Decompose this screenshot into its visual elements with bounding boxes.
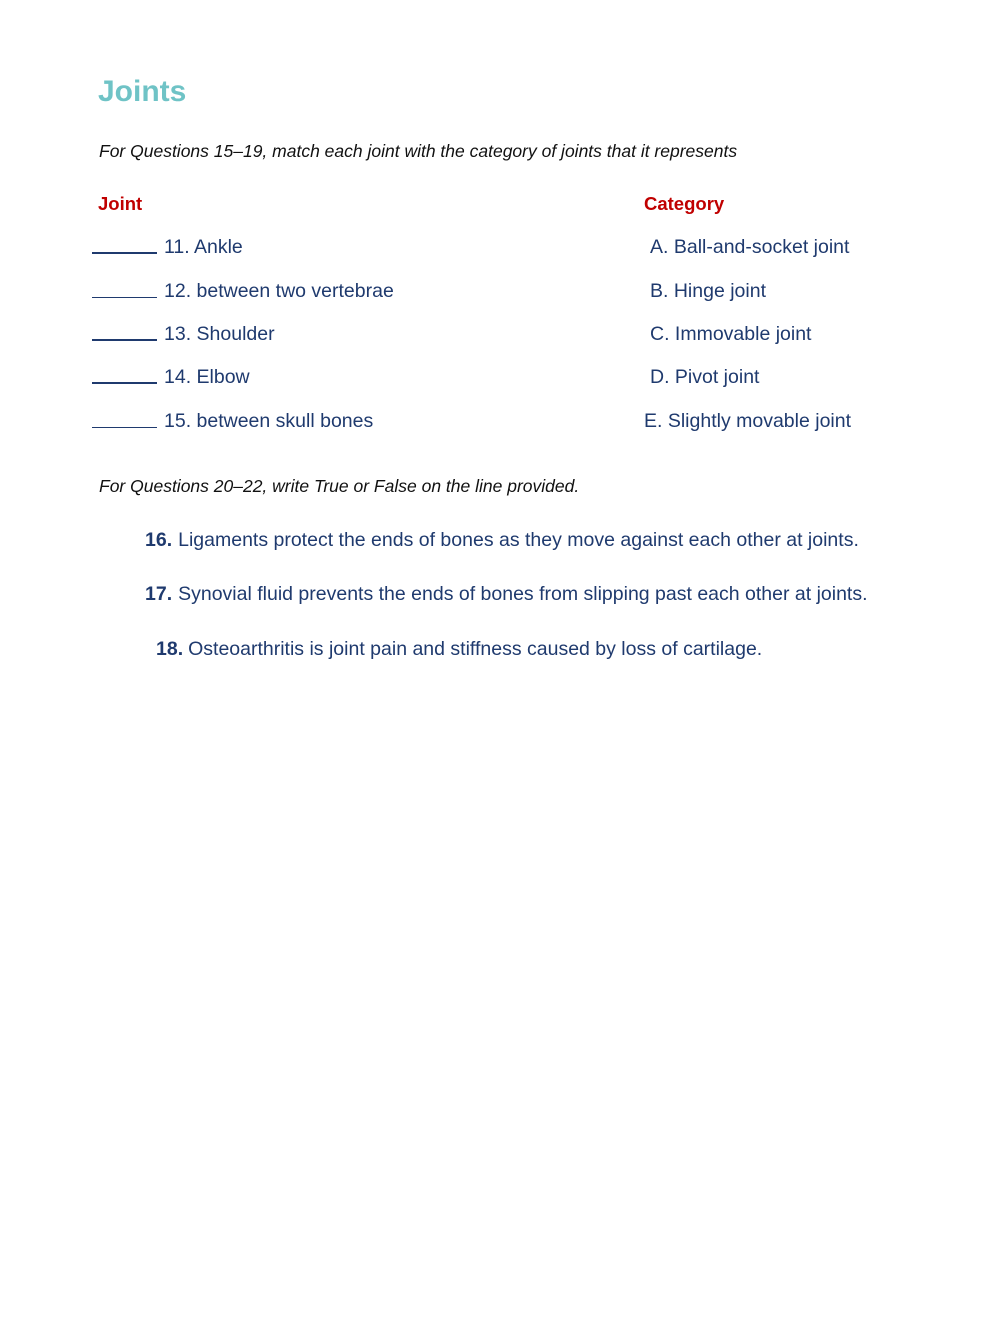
answer-blank[interactable] bbox=[92, 364, 157, 384]
category-item: B. Hinge joint bbox=[650, 280, 766, 302]
category-item: D. Pivot joint bbox=[650, 366, 760, 388]
answer-blank[interactable] bbox=[92, 234, 157, 254]
matching-instruction: For Questions 15–19, match each joint with the category of joints that it represents bbox=[99, 141, 738, 161]
joint-label: 14. Elbow bbox=[164, 366, 250, 388]
item-number: 17. bbox=[145, 583, 173, 605]
item-number: 16. bbox=[145, 529, 173, 551]
category-item: A. Ball-and-socket joint bbox=[650, 236, 850, 258]
page-title: Joints bbox=[98, 75, 187, 108]
joint-column-header: Joint bbox=[98, 193, 143, 214]
item-number: 18. bbox=[156, 638, 184, 660]
joint-row bbox=[92, 278, 394, 304]
category-column-header: Category bbox=[644, 193, 725, 214]
true-false-item bbox=[156, 635, 762, 663]
joint-row bbox=[92, 364, 250, 390]
category-item: E. Slightly movable joint bbox=[644, 410, 852, 432]
joint-label: 11. Ankle bbox=[164, 236, 243, 258]
joint-label: 15. between skull bones bbox=[164, 410, 374, 432]
item-text: Synovial fluid prevents the ends of bones from slipping past each other at joints. bbox=[178, 583, 868, 605]
joint-row bbox=[92, 234, 243, 260]
item-text: Ligaments protect the ends of bones as they move against each other at joints. bbox=[178, 529, 859, 551]
answer-blank[interactable] bbox=[92, 408, 157, 428]
answer-blank[interactable] bbox=[92, 278, 157, 298]
joint-label: 13. Shoulder bbox=[164, 323, 275, 345]
true-false-item bbox=[145, 526, 859, 554]
true-false-instruction: For Questions 20–22, write True or False on the line provided. bbox=[99, 476, 580, 496]
category-item: C. Immovable joint bbox=[650, 323, 812, 345]
answer-blank[interactable] bbox=[92, 321, 157, 341]
joint-row bbox=[92, 321, 275, 347]
item-text: Osteoarthritis is joint pain and stiffness caused by loss of cartilage. bbox=[188, 638, 763, 660]
true-false-item bbox=[145, 580, 868, 608]
joint-label: 12. between two vertebrae bbox=[164, 280, 394, 302]
joint-row bbox=[92, 408, 373, 434]
